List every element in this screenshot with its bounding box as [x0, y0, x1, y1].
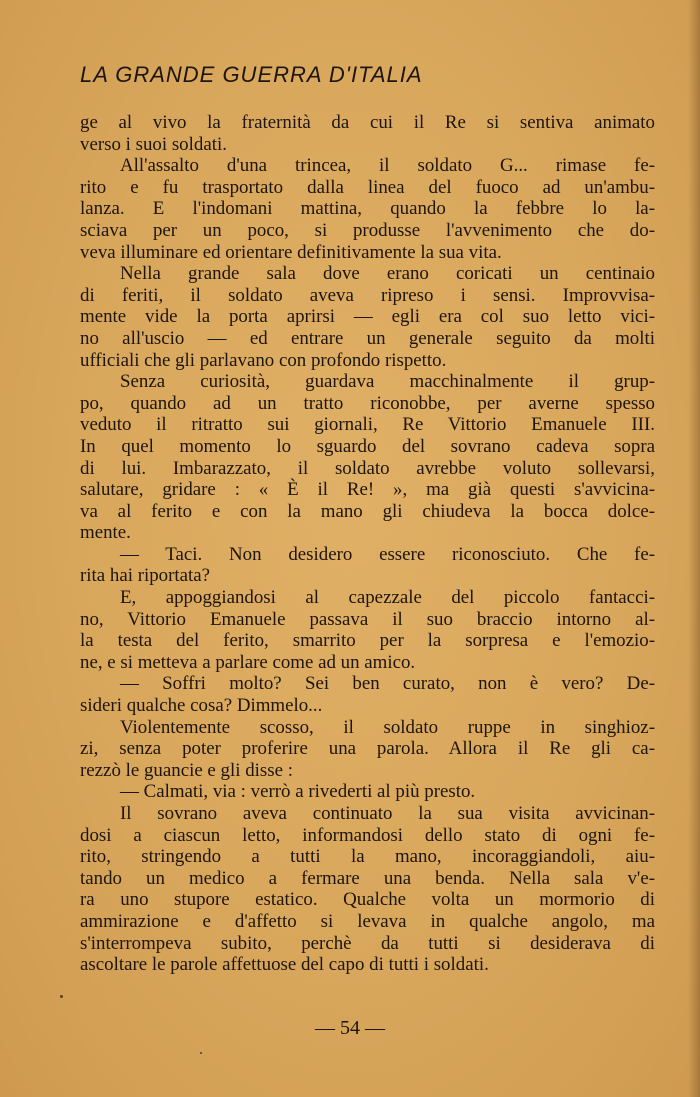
- paragraph: [80, 717, 655, 782]
- text-line: E, appoggiandosi al capezzale del piccolo fantacci-: [120, 587, 655, 609]
- text-line: la testa del ferito, smarrito per la sorpresa e l'emozio-: [80, 630, 655, 652]
- text-line: rezzò le guancie e gli disse :: [80, 759, 293, 781]
- text-line: lanza. E l'indomani mattina, quando la febbre lo la-: [80, 198, 655, 220]
- paragraph: [80, 112, 655, 155]
- text-line: Senza curiosità, guardava macchinalmente il grup-: [120, 371, 655, 393]
- paragraph: [80, 371, 655, 544]
- text-line: no all'uscio — ed entrare un generale seguito da molti: [80, 327, 655, 349]
- text-line: sciava per un poco, si produsse l'avvenimento che do-: [80, 219, 655, 241]
- text-line: Nella grande sala dove erano coricati un centinaio: [120, 263, 655, 285]
- print-speck: [200, 1052, 202, 1054]
- text-line: po, quando ad un tratto riconobbe, per averne spesso: [80, 392, 655, 414]
- page-number: — 54 —: [315, 1017, 385, 1039]
- text-line: — Soffri molto? Sei ben curato, non è vero? De-: [120, 673, 655, 695]
- text-line: ne, e si metteva a parlare come ad un amico.: [80, 651, 416, 673]
- text-line: veva illuminare ed orientare definitivamente la sua vita.: [80, 241, 502, 263]
- running-head: LA GRANDE GUERRA D'ITALIA: [80, 62, 423, 87]
- paragraph: [80, 803, 655, 976]
- text-line: va al ferito e con la mano gli chiudeva la bocca dolce-: [80, 500, 655, 522]
- text-line: veduto il ritratto sui giornali, Re Vittorio Emanuele III.: [80, 414, 655, 436]
- text-line: rita hai riportata?: [80, 565, 211, 587]
- text-line: rito, stringendo a tutti la mano, incoraggiandoli, aiu-: [80, 846, 655, 868]
- text-line: mente vide la porta aprirsi — egli era col suo letto vici-: [80, 306, 655, 328]
- text-line: ufficiali che gli parlavano con profondo rispetto.: [80, 349, 447, 371]
- text-line: di feriti, il soldato aveva ripreso i sensi. Improvvisa-: [80, 284, 655, 306]
- text-line: ra uno stupore estatico. Qualche volta un mormorio di: [80, 889, 655, 911]
- text-line: Il sovrano aveva continuato la sua visita avvicinan-: [120, 803, 655, 824]
- text-line: ascoltare le parole affettuose del capo di tutti i soldati.: [80, 954, 489, 976]
- paragraph: [80, 155, 655, 263]
- paragraph: [80, 781, 655, 803]
- text-line: tando un medico a fermare una benda. Nella sala v'e-: [80, 867, 655, 889]
- paragraph: [80, 263, 655, 371]
- text-line: di lui. Imbarazzato, il soldato avrebbe voluto sollevarsi,: [80, 457, 655, 479]
- text-line: verso i suoi soldati.: [80, 133, 227, 155]
- text-line: sideri qualche cosa? Dimmelo...: [80, 695, 323, 717]
- paragraph: [80, 673, 655, 716]
- text-line: — Calmati, via : verrò a rivederti al più presto.: [120, 781, 476, 803]
- text-line: In quel momento lo sguardo del sovrano cadeva sopra: [80, 435, 655, 457]
- print-speck: [60, 995, 63, 998]
- text-line: ge al vivo la fraternità da cui il Re si sentiva animato: [80, 112, 655, 133]
- text-line: — Taci. Non desidero essere riconosciuto. Che fe-: [120, 543, 655, 565]
- body-text: [80, 112, 655, 976]
- text-line: rito e fu trasportato dalla linea del fuoco ad un'ambu-: [80, 176, 655, 198]
- paragraph: [80, 544, 655, 587]
- text-line: zi, senza poter proferire una parola. Allora il Re gli ca-: [80, 738, 655, 760]
- text-line: All'assalto d'una trincea, il soldato G... rimase fe-: [120, 155, 655, 177]
- paragraph: [80, 587, 655, 673]
- text-line: dosi a ciascun letto, informandosi dello stato di ogni fe-: [80, 824, 655, 846]
- text-line: mente.: [80, 522, 131, 544]
- text-line: no, Vittorio Emanuele passava il suo braccio intorno al-: [80, 608, 655, 630]
- text-line: Violentemente scosso, il soldato ruppe in singhioz-: [120, 716, 655, 738]
- text-line: ammirazione e d'affetto si levava in qualche angolo, ma: [80, 910, 655, 932]
- page-edge-shadow: [688, 0, 700, 1097]
- text-line: s'interrompeva subito, perchè da tutti si desiderava di: [80, 932, 655, 954]
- text-line: salutare, gridare : « È il Re! », ma già questi s'avvicina-: [80, 479, 655, 501]
